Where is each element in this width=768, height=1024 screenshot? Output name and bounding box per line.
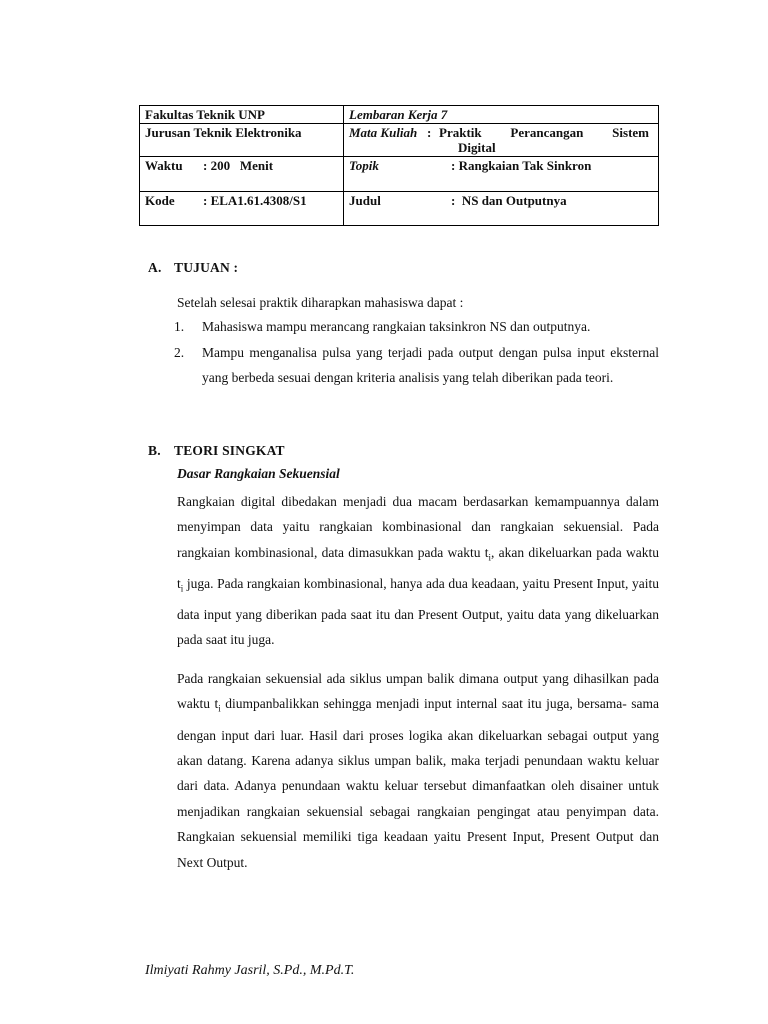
worksheet-cell: Lembaran Kerja 7 [344, 106, 659, 124]
topic-cell [344, 157, 659, 192]
section-b-title: TEORI SINGKAT [174, 443, 285, 458]
header-row-1 [140, 106, 659, 124]
title-value: : NS dan Outputnya [451, 193, 567, 208]
code-label: Kode [145, 193, 175, 208]
author-footer: Ilmiyati Rahmy Jasril, S.Pd., M.Pd.T. [145, 963, 355, 978]
header-row-3 [140, 157, 659, 192]
header-row-4 [140, 192, 659, 226]
code-value: : ELA1.61.4308/S1 [203, 193, 307, 208]
course-value-line2: Digital [458, 140, 496, 155]
list-item [174, 314, 659, 339]
section-b-subtitle: Dasar Rangkaian Sekuensial [177, 466, 340, 481]
faculty-cell: Fakultas Teknik UNP [140, 106, 344, 124]
list-item-text: Mampu menganalisa pulsa yang terjadi pada output dengan pulsa input eksternal yang berbeda sesuai dengan kriteria analisis yang telah diberikan pada teori. [202, 345, 659, 386]
theory-paragraph-1: Rangkaian digital dibedakan menjadi dua macam berdasarkan kemampuannya dalam menyimpan data yaitu rangkaian kombinasional dan rangkaian sekuensial. Pada rangkaian kombinasional, data dimasukkan pada waktu $t_i$, akan dikeluarkan pada waktu $t_i$ juga. Pada rangkaian kombinasional, hanya ada dua keadaan, yaitu Present Input, yaitu data input yang diberikan pada saat itu dan Present Output, yaitu data yang dikeluarkan pada saat itu juga. [177, 494, 659, 648]
section-b-heading [148, 443, 285, 459]
list-item-text: Mahasiswa mampu merancang rangkaian taksinkron NS dan outputnya. [202, 319, 591, 334]
header-row-2 [140, 124, 659, 157]
section-a-heading [148, 260, 238, 276]
section-a-intro: Setelah selesai praktik diharapkan mahasiswa dapat : [177, 295, 464, 310]
theory-paragraph-2: Pada rangkaian sekuensial ada siklus umpan balik dimana output yang dihasilkan pada waktu $t_i$ diumpanbalikkan sehingga menjadi input internal saat itu juga, bersama- sama dengan input dari luar. Hasil dari proses logika akan dikeluarkan sebagai output yang akan datang. Karena adanya siklus umpan balik, maka terjadi penundaan waktu keluar dari data. Adanya penundaan waktu keluar tersebut dimanfaatkan oleh disainer untuk menjadikan rangkaian sekuensial sebagai rangkaian pengingat atau penyimpan data. Rangkaian sekuensial memiliki tiga keadaan yaitu Present Input, Present Output dan Next Output. [177, 671, 659, 870]
section-b-number: B. [148, 443, 161, 458]
header-table [139, 105, 659, 226]
time-label: Waktu [145, 158, 183, 173]
course-label: Mata Kuliah [349, 125, 418, 140]
department-cell: Jurusan Teknik Elektronika [140, 124, 344, 157]
list-item [174, 340, 659, 391]
code-cell [140, 192, 344, 226]
list-item-number: 1. [174, 319, 185, 334]
time-cell [140, 157, 344, 192]
course-sep: : [427, 125, 432, 140]
section-a-number: A. [148, 260, 162, 275]
title-label: Judul [349, 193, 381, 208]
topic-value: : Rangkaian Tak Sinkron [451, 158, 592, 173]
section-a-title: TUJUAN : [174, 260, 239, 275]
course-value-line1: Praktik Perancangan Sistem [439, 125, 649, 140]
topic-label: Topik [349, 158, 379, 173]
list-item-number: 2. [174, 345, 185, 360]
title-cell [344, 192, 659, 226]
time-value: : 200 Menit [203, 158, 274, 173]
course-cell [344, 124, 659, 157]
